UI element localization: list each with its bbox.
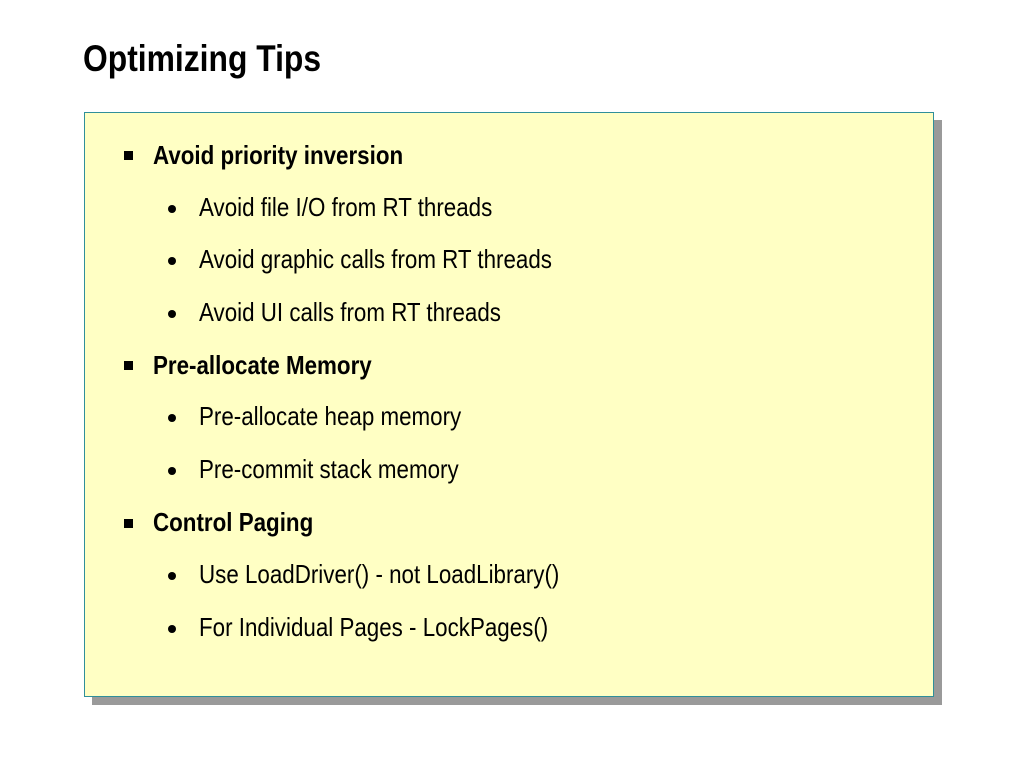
list-item: Avoid graphic calls from RT threads [199,244,552,274]
list-item: Pre-allocate heap memory [199,401,462,431]
round-bullet-icon [168,310,176,318]
section-heading: Avoid priority inversion [153,140,404,170]
round-bullet-icon [168,414,176,422]
list-item: Pre-commit stack memory [199,454,459,484]
list-item: Avoid UI calls from RT threads [199,297,501,327]
round-bullet-icon [168,257,176,265]
round-bullet-icon [168,467,176,475]
round-bullet-icon [168,625,176,633]
list-item: Use LoadDriver() - not LoadLibrary() [199,559,560,589]
square-bullet-icon [124,151,133,160]
round-bullet-icon [168,205,176,213]
slide-title: Optimizing Tips [83,38,322,79]
round-bullet-icon [168,572,176,580]
list-item: For Individual Pages - LockPages() [199,612,549,642]
list-item: Avoid file I/O from RT threads [199,192,493,222]
square-bullet-icon [124,519,133,528]
square-bullet-icon [124,361,133,370]
section-heading: Pre-allocate Memory [153,350,372,380]
section-heading: Control Paging [153,507,314,537]
